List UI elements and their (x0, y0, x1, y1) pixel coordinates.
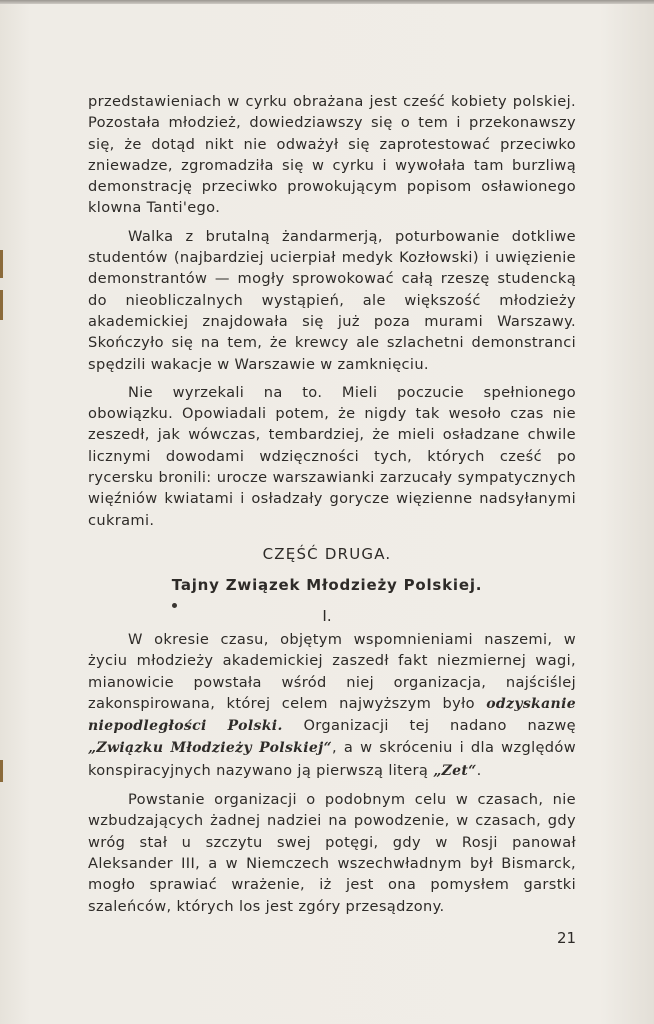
binding-mark (0, 250, 3, 278)
paragraph-zet (88, 629, 576, 782)
emphasis-independence: odzyskanie niepodległości Polski. (88, 695, 576, 735)
paragraph-last: Powstanie organizacji o podobnym celu w czasach, nie wzbudzających żadnej nadziei na powodzenie, w czasach, gdy wróg stał u szczytu swej potęgi, gdy w Rosji panował Aleksander III, a w Niemczech wszechwładnym był Bismarck, mogło sprawiać wrażenie, iż jest ona pomysłem garstki szaleńców, których los jest zgóry przesądzony. (88, 791, 576, 915)
page-top-edge (0, 0, 654, 4)
binding-mark (0, 760, 3, 782)
section-number: I. (322, 607, 332, 625)
emphasis-association-name: „Związku Młodzieży Polskiej“ (88, 740, 332, 757)
text-block-bottom (88, 629, 576, 917)
paragraph-zet-text: Organizacji tej nadano nazwę (282, 717, 576, 735)
paragraph-zet-text: . (476, 761, 482, 779)
paragraph-2: Walka z brutalną żandarmerją, poturbowanie dotkliwe studentów (najbardziej ucierpiał medyk Kozłowski) i uwięzienie demonstrantów — mogły sprowokować całą rzeszę studencką do nieobliczalnych wystąpień, ale większość młodzieży akademickiej znajdowała się już poza murami Warszawy. Skończyło się na tem, że krewcy ale szlachetni demonstranci spędzili wakacje w Warszawie w zamknięciu. (88, 227, 576, 373)
page-number: 21 (557, 929, 577, 947)
emphasis-zet: „Zet“ (433, 762, 477, 779)
paragraph-zet-text: W okresie czasu, objętym wspomnieniami naszemi, w życiu młodzieży akademickiej zaszedł fakt niezmiernej wagi, mianowicie powstała wśród niej organizacja, najściślej zakonspirowana, której celem najwyższym było (88, 631, 576, 712)
binding-mark (0, 290, 3, 320)
part-heading: CZĘŚĆ DRUGA. (262, 545, 392, 563)
text-block-top (88, 91, 576, 531)
paragraph-zet-text: , a w skróceniu i dla względów konspiracyjnych nazywano ją pierwszą literą (88, 739, 576, 779)
paragraph-1: przedstawieniach w cyrku obrażana jest cześć kobiety polskiej. Pozostała młodzież, dowiedziawszy się o tem i przekonawszy się, że dotąd nikt nie odważył się zaprotestować przeciwko zniewadze, zgromadziła się w cyrku i wywołała tam burzliwą demonstrację przeciwko prowokującym popisom osławionego klowna Tanti'ego. (88, 93, 576, 217)
chapter-title: Tajny Związek Młodzieży Polskiej. (171, 576, 483, 594)
paragraph-3: Nie wyrzekali na to. Mieli poczucie spełnionego obowiązku. Opowiadali potem, że nigdy tak wesoło czas nie zeszedł, jak wówczas, tembardziej, że mieli osładzane chwile licznymi dowodami wdzięczności tych, których cześć po rycersku bronili: urocze warszawianki zarzucały sympatycznych więźniów kwiatami i osładzały gorycze więzienne nadsyłanymi cukrami. (88, 383, 576, 529)
